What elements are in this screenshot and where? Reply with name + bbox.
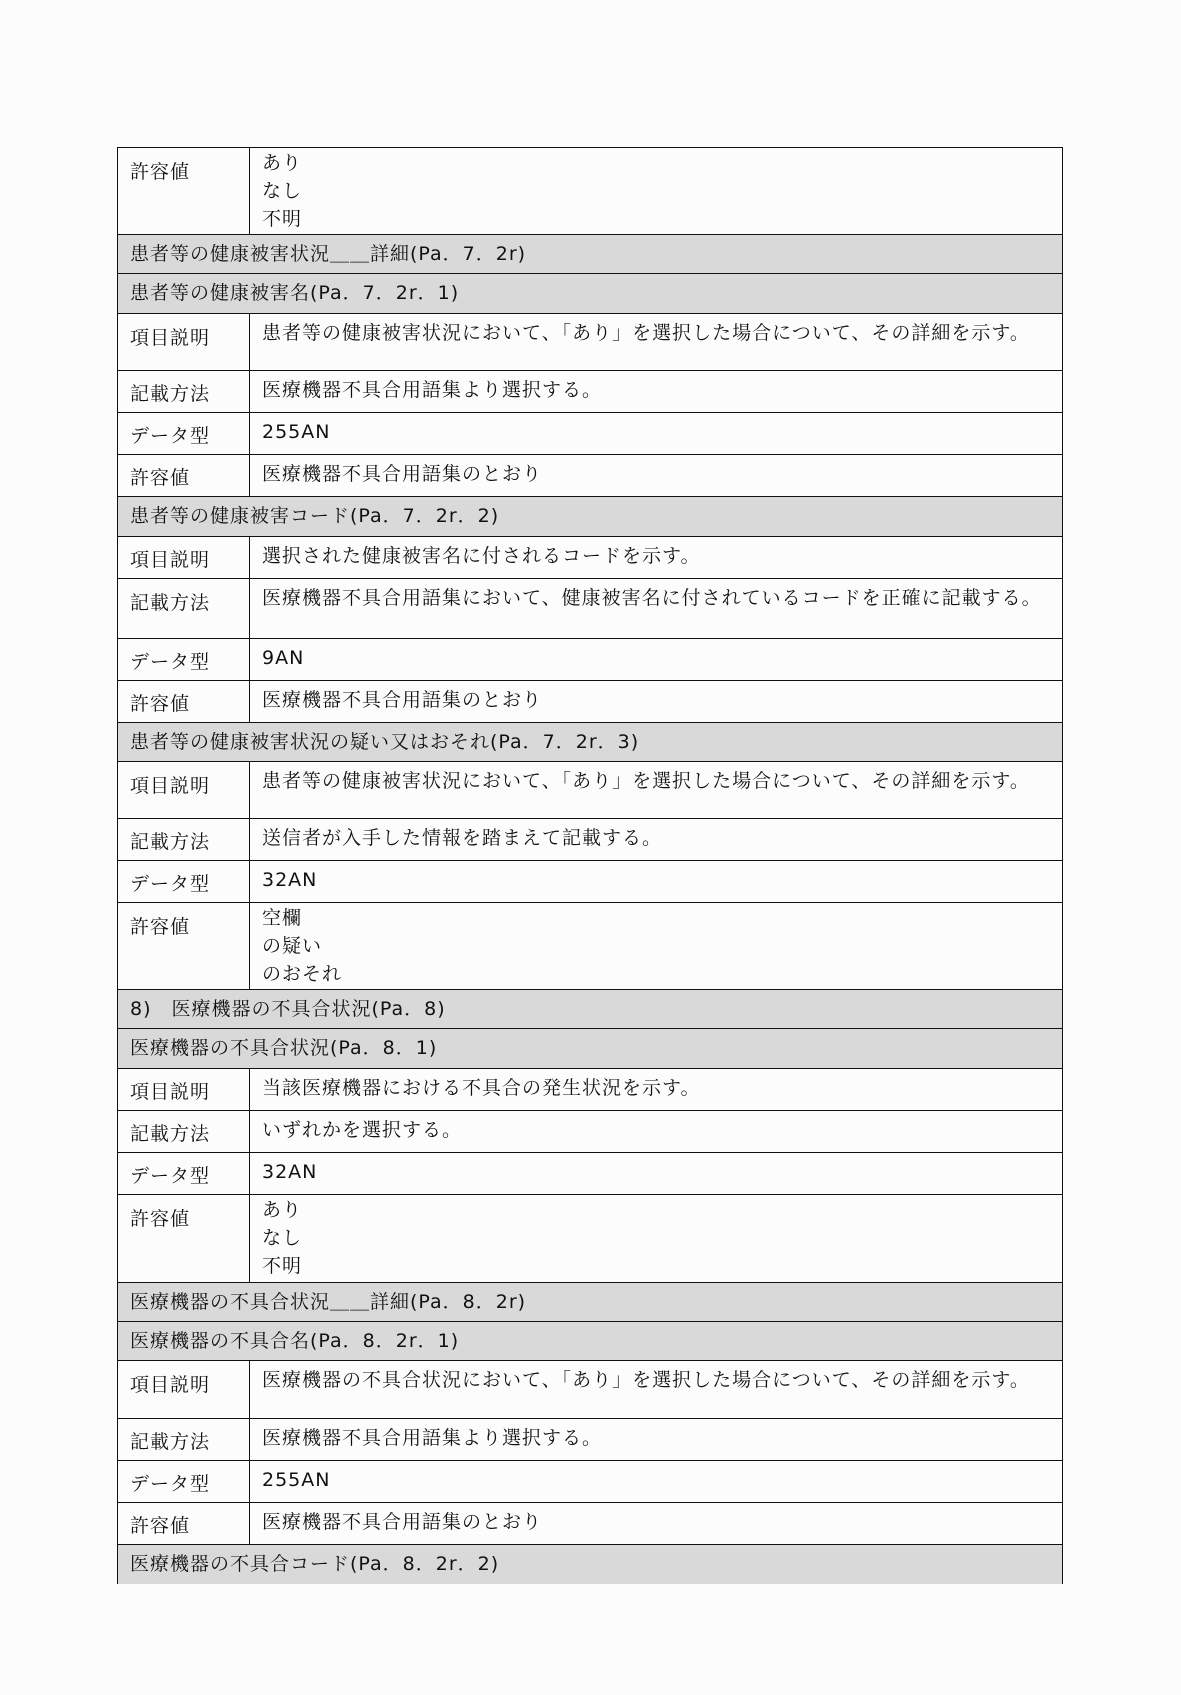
field-label: 記載方法 [118,1419,250,1461]
list-value: のおそれ [262,963,343,985]
field-row-allowed-values [118,1195,1063,1283]
field-label: 記載方法 [118,1111,250,1153]
field-label: 許容値 [118,1195,250,1283]
field-value: 32AN [250,861,1063,903]
field-label: 記載方法 [118,819,250,861]
section-header-row [118,497,1063,537]
field-value: 当該医療機器における不具合の発生状況を示す。 [250,1069,1063,1111]
list-value: なし [262,1227,303,1249]
field-row-method [118,371,1063,413]
list-value: の疑い [262,935,323,957]
list-value: あり [262,152,303,174]
section-header-row [118,1322,1063,1361]
field-value: 医療機器不具合用語集のとおり [250,681,1063,723]
field-value: 医療機器不具合用語集のとおり [250,455,1063,497]
field-row-description [118,1361,1063,1419]
field-value: 255AN [250,413,1063,455]
list-value: 不明 [262,208,303,230]
list-value: 不明 [262,1255,303,1277]
section-header: 患者等の健康被害コード(Pa．7．2r．2) [118,497,1063,537]
field-row-data-type [118,413,1063,455]
field-value-list [250,903,1063,990]
field-label: 許容値 [118,1503,250,1545]
field-row-allowed-values [118,903,1063,990]
list-value: なし [262,180,303,202]
section-header: 医療機器の不具合コード(Pa．8．2r．2) [118,1545,1063,1584]
section-header: 医療機器の不具合名(Pa．8．2r．1) [118,1322,1063,1361]
field-label: データ型 [118,861,250,903]
field-row-description [118,537,1063,579]
field-label: データ型 [118,639,250,681]
field-label: 許容値 [118,148,250,235]
field-row-data-type [118,639,1063,681]
field-row-allowed-values [118,1503,1063,1545]
field-label: 項目説明 [118,762,250,819]
field-label: データ型 [118,1461,250,1503]
field-label: データ型 [118,413,250,455]
field-value: 医療機器不具合用語集のとおり [250,1503,1063,1545]
field-label: 許容値 [118,681,250,723]
list-value: あり [262,1199,303,1221]
field-value: 32AN [250,1153,1063,1195]
section-header: 医療機器の不具合状況＿＿詳細(Pa．8．2r) [118,1283,1063,1322]
section-header: 患者等の健康被害名(Pa．7．2r．1) [118,274,1063,314]
field-value: 9AN [250,639,1063,681]
field-value: 医療機器の不具合状況において、「あり」を選択した場合について、その詳細を示す。 [250,1361,1063,1419]
field-value: 患者等の健康被害状況において、「あり」を選択した場合について、その詳細を示す。 [250,314,1063,371]
section-header-row [118,1283,1063,1322]
section-header-row [118,235,1063,274]
field-value: 患者等の健康被害状況において、「あり」を選択した場合について、その詳細を示す。 [250,762,1063,819]
field-row-method [118,1419,1063,1461]
list-value: 空欄 [262,907,303,929]
field-value: 医療機器不具合用語集において、健康被害名に付されているコードを正確に記載する。 [250,579,1063,639]
field-row-description [118,1069,1063,1111]
field-value: 医療機器不具合用語集より選択する。 [250,1419,1063,1461]
field-row-method [118,819,1063,861]
field-label: 項目説明 [118,1361,250,1419]
field-row-allowed-values [118,681,1063,723]
specification-table [117,147,1063,1584]
field-value-list [250,148,1063,235]
section-header: 患者等の健康被害状況＿＿詳細(Pa．7．2r) [118,235,1063,274]
section-header-row [118,723,1063,762]
field-value: いずれかを選択する。 [250,1111,1063,1153]
field-row-data-type [118,1153,1063,1195]
field-row-description [118,314,1063,371]
field-row-method [118,579,1063,639]
field-label: 項目説明 [118,537,250,579]
field-row-description [118,762,1063,819]
field-label: 記載方法 [118,371,250,413]
section-header-row [118,1029,1063,1069]
field-label: 項目説明 [118,314,250,371]
section-header: 患者等の健康被害状況の疑い又はおそれ(Pa．7．2r．3) [118,723,1063,762]
field-value: 選択された健康被害名に付されるコードを示す。 [250,537,1063,579]
field-row-data-type [118,861,1063,903]
section-header-row [118,274,1063,314]
section-header: 医療機器の不具合状況(Pa．8．1) [118,1029,1063,1069]
field-row-method [118,1111,1063,1153]
field-label: 記載方法 [118,579,250,639]
field-value: 255AN [250,1461,1063,1503]
field-row-allowed-values [118,455,1063,497]
field-value-list [250,1195,1063,1283]
field-label: 許容値 [118,903,250,990]
section-header-row [118,1545,1063,1584]
field-value: 送信者が入手した情報を踏まえて記載する。 [250,819,1063,861]
field-row-data-type [118,1461,1063,1503]
section-header-row [118,990,1063,1029]
section-header: 8) 医療機器の不具合状況(Pa．8) [118,990,1063,1029]
field-label: 項目説明 [118,1069,250,1111]
field-label: 許容値 [118,455,250,497]
field-label: データ型 [118,1153,250,1195]
field-row-allowed-values [118,148,1063,235]
field-value: 医療機器不具合用語集より選択する。 [250,371,1063,413]
